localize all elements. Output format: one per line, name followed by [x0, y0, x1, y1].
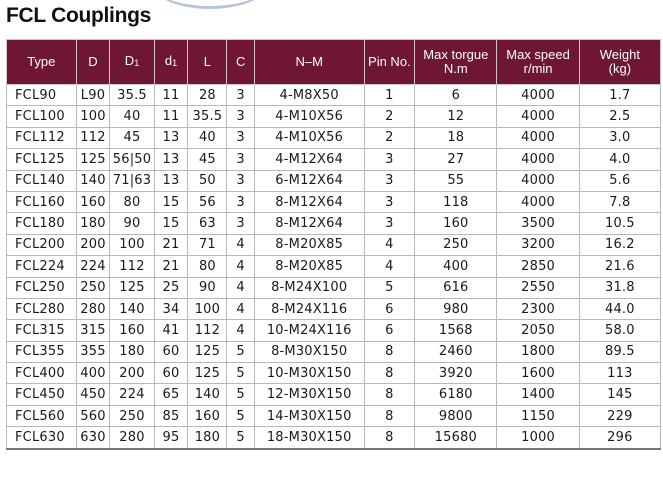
- cell-type: FCL180: [7, 213, 77, 234]
- cell-small-d1: 13: [154, 149, 188, 170]
- cell-type: FCL140: [7, 170, 77, 191]
- table-row: [7, 191, 661, 212]
- cell-c: 3: [227, 149, 254, 170]
- cell-l: 90: [188, 277, 227, 298]
- cell-n-m: 12-M30X150: [254, 384, 364, 405]
- cell-type: FCL400: [7, 363, 77, 384]
- cell-pin-no: 2: [364, 127, 415, 148]
- cell-pin-no: 6: [364, 320, 415, 341]
- cell-max-torque: 3920: [415, 363, 497, 384]
- header-label: Pin No.: [368, 54, 411, 69]
- cell-max-speed: 2850: [497, 256, 579, 277]
- cell-d1: 35.5: [110, 85, 154, 106]
- cell-type: FCL560: [7, 405, 77, 426]
- cell-max-speed: 4000: [497, 106, 579, 127]
- cell-d1: 90: [110, 213, 154, 234]
- table-row: [7, 85, 661, 106]
- cell-type: FCL450: [7, 384, 77, 405]
- cell-max-torque: 400: [415, 256, 497, 277]
- header-label: Max speed: [506, 47, 570, 62]
- page-title: FCL Couplings: [6, 4, 152, 27]
- cell-max-torque: 118: [415, 191, 497, 212]
- cell-small-d1: 15: [154, 213, 188, 234]
- cell-l: 100: [188, 298, 227, 319]
- cell-weight: 5.6: [579, 170, 660, 191]
- cell-c: 4: [227, 298, 254, 319]
- cell-pin-no: 1: [364, 85, 415, 106]
- cell-c: 5: [227, 363, 254, 384]
- cell-pin-no: 4: [364, 256, 415, 277]
- cell-max-speed: 1000: [497, 427, 579, 449]
- cell-max-torque: 55: [415, 170, 497, 191]
- cell-pin-no: 8: [364, 384, 415, 405]
- cell-max-speed: 3500: [497, 213, 579, 234]
- cell-c: 4: [227, 277, 254, 298]
- header-unit: (kg): [608, 61, 632, 76]
- cell-max-speed: 3200: [497, 234, 579, 255]
- cell-l: 125: [188, 363, 227, 384]
- cell-d1: 250: [110, 405, 154, 426]
- cell-c: 3: [227, 170, 254, 191]
- cell-d1: 280: [110, 427, 154, 449]
- cell-n-m: 4-M10X56: [254, 127, 364, 148]
- cell-pin-no: 8: [364, 341, 415, 362]
- cell-d: 100: [76, 106, 110, 127]
- cell-pin-no: 2: [364, 106, 415, 127]
- cell-small-d1: 60: [154, 363, 188, 384]
- cell-weight: 10.5: [579, 213, 660, 234]
- header-max-speed: [497, 40, 579, 85]
- cell-l: 125: [188, 341, 227, 362]
- cell-n-m: 8-M20X85: [254, 256, 364, 277]
- cell-type: FCL100: [7, 106, 77, 127]
- cell-d: 450: [76, 384, 110, 405]
- cell-pin-no: 3: [364, 170, 415, 191]
- cell-d1: 224: [110, 384, 154, 405]
- cell-d: 160: [76, 191, 110, 212]
- cell-weight: 21.6: [579, 256, 660, 277]
- cell-weight: 58.0: [579, 320, 660, 341]
- cell-l: 56: [188, 191, 227, 212]
- table-row: [7, 170, 661, 191]
- table-row: [7, 256, 661, 277]
- header-label: L: [203, 54, 212, 69]
- cell-c: 4: [227, 256, 254, 277]
- cell-l: 180: [188, 427, 227, 449]
- cell-n-m: 6-M12X64: [254, 170, 364, 191]
- header-type: [7, 40, 77, 85]
- cell-weight: 296: [579, 427, 660, 449]
- cell-type: FCL125: [7, 149, 77, 170]
- decorative-arc: [150, 0, 270, 9]
- header-unit: r/min: [523, 61, 553, 76]
- cell-small-d1: 21: [154, 256, 188, 277]
- cell-c: 3: [227, 85, 254, 106]
- cell-l: 80: [188, 256, 227, 277]
- cell-d: 140: [76, 170, 110, 191]
- cell-small-d1: 34: [154, 298, 188, 319]
- table-row: [7, 384, 661, 405]
- table-row: [7, 341, 661, 362]
- coupling-spec-table: [6, 39, 661, 450]
- cell-c: 5: [227, 384, 254, 405]
- cell-pin-no: 3: [364, 149, 415, 170]
- cell-weight: 4.0: [579, 149, 660, 170]
- cell-max-torque: 2460: [415, 341, 497, 362]
- cell-l: 28: [188, 85, 227, 106]
- cell-pin-no: 4: [364, 234, 415, 255]
- cell-max-speed: 2300: [497, 298, 579, 319]
- cell-n-m: 10-M30X150: [254, 363, 364, 384]
- cell-n-m: 8-M30X150: [254, 341, 364, 362]
- cell-n-m: 18-M30X150: [254, 427, 364, 449]
- cell-weight: 2.5: [579, 106, 660, 127]
- table-row: [7, 106, 661, 127]
- cell-small-d1: 11: [154, 85, 188, 106]
- cell-max-torque: 27: [415, 149, 497, 170]
- cell-c: 4: [227, 320, 254, 341]
- cell-n-m: 8-M12X64: [254, 213, 364, 234]
- cell-max-speed: 4000: [497, 85, 579, 106]
- header-n-m: [254, 40, 364, 85]
- header-label: Type: [27, 54, 56, 69]
- cell-max-torque: 18: [415, 127, 497, 148]
- cell-small-d1: 13: [154, 127, 188, 148]
- cell-weight: 31.8: [579, 277, 660, 298]
- table-row: [7, 213, 661, 234]
- cell-weight: 16.2: [579, 234, 660, 255]
- cell-max-torque: 6180: [415, 384, 497, 405]
- cell-d1: 80: [110, 191, 154, 212]
- header-c: [227, 40, 254, 85]
- cell-small-d1: 11: [154, 106, 188, 127]
- cell-n-m: 8-M20X85: [254, 234, 364, 255]
- cell-l: 40: [188, 127, 227, 148]
- cell-n-m: 4-M12X64: [254, 149, 364, 170]
- cell-d1: 45: [110, 127, 154, 148]
- header-label: N–M: [295, 54, 323, 69]
- cell-max-speed: 4000: [497, 191, 579, 212]
- cell-max-torque: 15680: [415, 427, 497, 449]
- cell-type: FCL112: [7, 127, 77, 148]
- cell-max-speed: 1400: [497, 384, 579, 405]
- cell-d1: 56|50: [110, 149, 154, 170]
- table-body: [7, 85, 661, 449]
- cell-small-d1: 25: [154, 277, 188, 298]
- header-d: [76, 40, 110, 85]
- cell-n-m: 4-M8X50: [254, 85, 364, 106]
- cell-pin-no: 8: [364, 405, 415, 426]
- cell-max-speed: 4000: [497, 149, 579, 170]
- header-label: D: [88, 54, 98, 69]
- cell-c: 5: [227, 405, 254, 426]
- header-subscript: 1: [172, 58, 178, 68]
- cell-d1: 180: [110, 341, 154, 362]
- cell-weight: 7.8: [579, 191, 660, 212]
- cell-max-torque: 9800: [415, 405, 497, 426]
- header-pin-no: [364, 40, 415, 85]
- header-weight: [579, 40, 660, 85]
- cell-pin-no: 8: [364, 427, 415, 449]
- header-label: D: [124, 53, 135, 68]
- header-label: Weight: [599, 47, 640, 62]
- cell-small-d1: 21: [154, 234, 188, 255]
- cell-type: FCL630: [7, 427, 77, 449]
- header-unit: N.m: [443, 61, 468, 76]
- cell-max-speed: 4000: [497, 170, 579, 191]
- cell-max-torque: 160: [415, 213, 497, 234]
- table-row: [7, 298, 661, 319]
- header-subscript: 1: [134, 58, 140, 68]
- cell-d: 200: [76, 234, 110, 255]
- header-label: d: [164, 53, 173, 68]
- cell-pin-no: 6: [364, 298, 415, 319]
- cell-d1: 71|63: [110, 170, 154, 191]
- table-row: [7, 277, 661, 298]
- cell-l: 50: [188, 170, 227, 191]
- cell-l: 45: [188, 149, 227, 170]
- cell-type: FCL224: [7, 256, 77, 277]
- cell-d1: 112: [110, 256, 154, 277]
- cell-small-d1: 85: [154, 405, 188, 426]
- cell-weight: 44.0: [579, 298, 660, 319]
- cell-weight: 89.5: [579, 341, 660, 362]
- header-d1: [110, 40, 154, 85]
- cell-d: 112: [76, 127, 110, 148]
- table-header-row: [7, 40, 661, 85]
- cell-type: FCL250: [7, 277, 77, 298]
- cell-small-d1: 41: [154, 320, 188, 341]
- cell-type: FCL90: [7, 85, 77, 106]
- cell-n-m: 8-M24X116: [254, 298, 364, 319]
- cell-d1: 100: [110, 234, 154, 255]
- table-row: [7, 234, 661, 255]
- cell-l: 160: [188, 405, 227, 426]
- cell-d1: 125: [110, 277, 154, 298]
- header-label: Max torgue: [423, 47, 489, 62]
- cell-small-d1: 13: [154, 170, 188, 191]
- cell-max-speed: 2550: [497, 277, 579, 298]
- cell-d1: 160: [110, 320, 154, 341]
- cell-l: 63: [188, 213, 227, 234]
- cell-weight: 229: [579, 405, 660, 426]
- cell-d: 180: [76, 213, 110, 234]
- table-row: [7, 320, 661, 341]
- cell-weight: 3.0: [579, 127, 660, 148]
- cell-d: 224: [76, 256, 110, 277]
- table-row: [7, 127, 661, 148]
- cell-type: FCL355: [7, 341, 77, 362]
- cell-l: 71: [188, 234, 227, 255]
- cell-max-torque: 1568: [415, 320, 497, 341]
- table-row: [7, 427, 661, 449]
- cell-pin-no: 3: [364, 191, 415, 212]
- cell-pin-no: 3: [364, 213, 415, 234]
- cell-c: 3: [227, 127, 254, 148]
- cell-max-speed: 1800: [497, 341, 579, 362]
- cell-d: 280: [76, 298, 110, 319]
- cell-pin-no: 5: [364, 277, 415, 298]
- cell-small-d1: 60: [154, 341, 188, 362]
- cell-small-d1: 15: [154, 191, 188, 212]
- cell-d: 355: [76, 341, 110, 362]
- cell-n-m: 4-M10X56: [254, 106, 364, 127]
- cell-d: 315: [76, 320, 110, 341]
- cell-d: 630: [76, 427, 110, 449]
- table-row: [7, 363, 661, 384]
- cell-max-torque: 250: [415, 234, 497, 255]
- cell-d1: 200: [110, 363, 154, 384]
- cell-d1: 40: [110, 106, 154, 127]
- cell-pin-no: 8: [364, 363, 415, 384]
- cell-n-m: 14-M30X150: [254, 405, 364, 426]
- cell-n-m: 8-M12X64: [254, 191, 364, 212]
- table-row: [7, 149, 661, 170]
- cell-type: FCL160: [7, 191, 77, 212]
- header-label: C: [235, 54, 246, 69]
- header-max-torque: [415, 40, 497, 85]
- cell-d: 400: [76, 363, 110, 384]
- cell-d1: 140: [110, 298, 154, 319]
- cell-d: 125: [76, 149, 110, 170]
- cell-d: 560: [76, 405, 110, 426]
- cell-d: 250: [76, 277, 110, 298]
- cell-max-torque: 980: [415, 298, 497, 319]
- cell-l: 140: [188, 384, 227, 405]
- table-row: [7, 405, 661, 426]
- cell-max-speed: 1150: [497, 405, 579, 426]
- cell-d: L90: [76, 85, 110, 106]
- cell-l: 35.5: [188, 106, 227, 127]
- cell-type: FCL280: [7, 298, 77, 319]
- cell-max-torque: 616: [415, 277, 497, 298]
- cell-c: 3: [227, 191, 254, 212]
- cell-max-speed: 2050: [497, 320, 579, 341]
- cell-type: FCL315: [7, 320, 77, 341]
- cell-c: 4: [227, 234, 254, 255]
- cell-weight: 1.7: [579, 85, 660, 106]
- cell-type: FCL200: [7, 234, 77, 255]
- cell-max-speed: 4000: [497, 127, 579, 148]
- cell-c: 5: [227, 341, 254, 362]
- cell-c: 3: [227, 106, 254, 127]
- cell-weight: 145: [579, 384, 660, 405]
- cell-c: 3: [227, 213, 254, 234]
- header-l: [188, 40, 227, 85]
- cell-l: 112: [188, 320, 227, 341]
- cell-weight: 113: [579, 363, 660, 384]
- cell-c: 5: [227, 427, 254, 449]
- cell-n-m: 8-M24X100: [254, 277, 364, 298]
- cell-small-d1: 65: [154, 384, 188, 405]
- cell-max-speed: 1600: [497, 363, 579, 384]
- header-small-d1: [154, 40, 188, 85]
- cell-n-m: 10-M24X116: [254, 320, 364, 341]
- cell-max-torque: 6: [415, 85, 497, 106]
- cell-small-d1: 95: [154, 427, 188, 449]
- cell-max-torque: 12: [415, 106, 497, 127]
